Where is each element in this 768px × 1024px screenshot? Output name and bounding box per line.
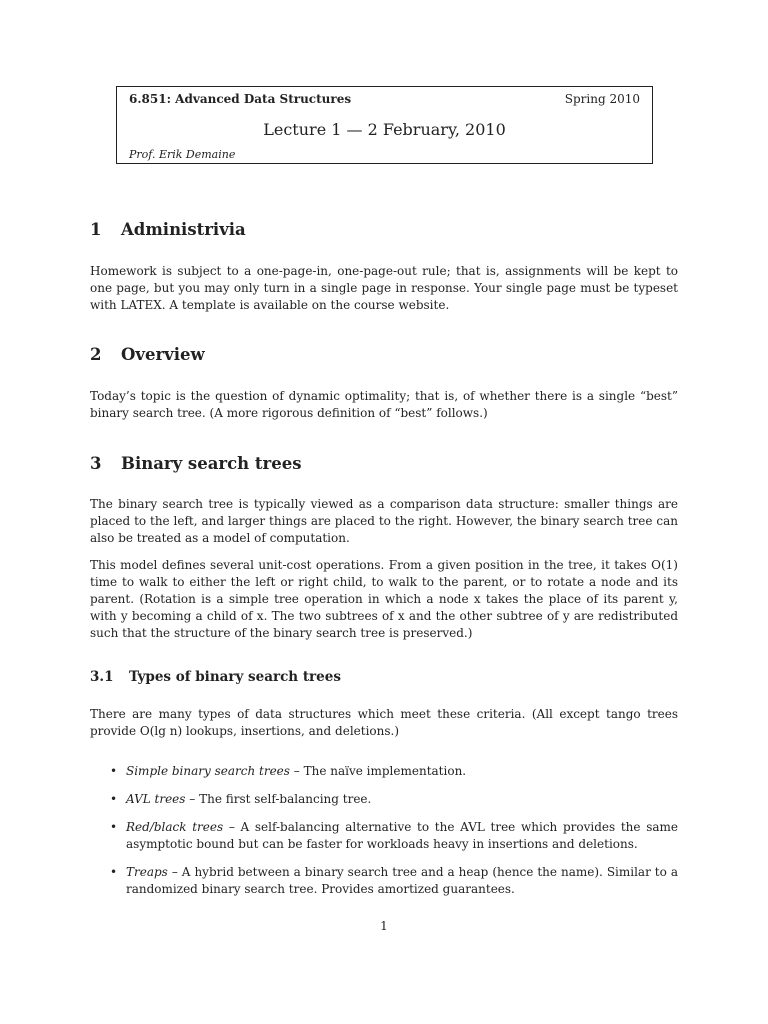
list-item: [110, 763, 678, 780]
course-title: 6.851: Advanced Data Structures: [129, 92, 352, 106]
lecture-header-box: [116, 86, 653, 164]
item-description: – A self-balancing alternative to the AVL tree which provides the same asymptotic bound but can be faster for workloads heavy in insertions and deletions.: [126, 820, 678, 851]
item-description: – A hybrid between a binary search tree and a heap (hence the name). Similar to a randomized binary search tree. Provides amortized guarantees.: [126, 865, 678, 896]
bst-paragraph-2: This model defines several unit-cost operations. From a given position in the tree, it takes O(1) time to walk to either the left or right child, to walk to the parent, or to rotate a node and its parent. (Rotation is a simple tree operation in which a node x takes the place of its parent y, with y becoming a child of x. The two subtrees of x and the other subtree of y are redistributed such that the structure of the binary search tree is preserved.): [90, 558, 678, 640]
section-title: Administrivia: [121, 220, 246, 239]
section-number: 3: [90, 454, 102, 473]
section-title: Overview: [121, 345, 205, 364]
list-item: [110, 791, 678, 808]
lecture-title: Lecture 1 — 2 February, 2010: [263, 120, 506, 139]
bullet-icon: •: [110, 865, 118, 879]
item-description: – The naïve implementation.: [293, 764, 467, 778]
section-heading-bst: [90, 454, 302, 473]
subsection-title: Types of binary search trees: [129, 669, 341, 685]
section-number: 1: [90, 220, 102, 239]
item-term: Treaps: [126, 865, 168, 879]
section-title: Binary search trees: [121, 454, 302, 473]
bst-paragraph-1: The binary search tree is typically viewed as a comparison data structure: smaller things are placed to the left, and larger things are placed to the right. However, the binary search tree can also be treated as a model of computation.: [90, 497, 678, 545]
types-paragraph: There are many types of data structures which meet these criteria. (All except tango trees provide O(lg n) lookups, insertions, and deletions.): [90, 707, 678, 738]
bullet-icon: •: [110, 764, 118, 778]
administrivia-paragraph: Homework is subject to a one-page-in, one-page-out rule; that is, assignments will be kept to one page, but you may only turn in a single page in response. Your single page must be typeset with LATEX. A template is available on the course website.: [90, 264, 678, 312]
section-number: 2: [90, 345, 102, 364]
term: Spring 2010: [564, 92, 640, 106]
bst-types-list: [110, 763, 678, 898]
bullet-icon: •: [110, 792, 118, 806]
subsection-heading-types: [90, 669, 341, 685]
item-term: Simple binary search trees: [126, 764, 290, 778]
list-item: [110, 864, 678, 898]
professor: Prof. Erik Demaine: [129, 148, 236, 161]
page-number: 1: [380, 919, 388, 933]
item-term: Red/black trees: [126, 820, 224, 834]
section-heading-overview: [90, 345, 205, 364]
item-term: AVL trees: [126, 792, 186, 806]
list-item: [110, 819, 678, 853]
subsection-number: 3.1: [90, 669, 114, 685]
bullet-icon: •: [110, 820, 118, 834]
section-heading-administrivia: [90, 220, 246, 239]
item-description: – The first self-balancing tree.: [189, 792, 372, 806]
overview-paragraph: Today’s topic is the question of dynamic optimality; that is, of whether there is a single “best” binary search tree. (A more rigorous definition of “best” follows.): [90, 389, 678, 420]
